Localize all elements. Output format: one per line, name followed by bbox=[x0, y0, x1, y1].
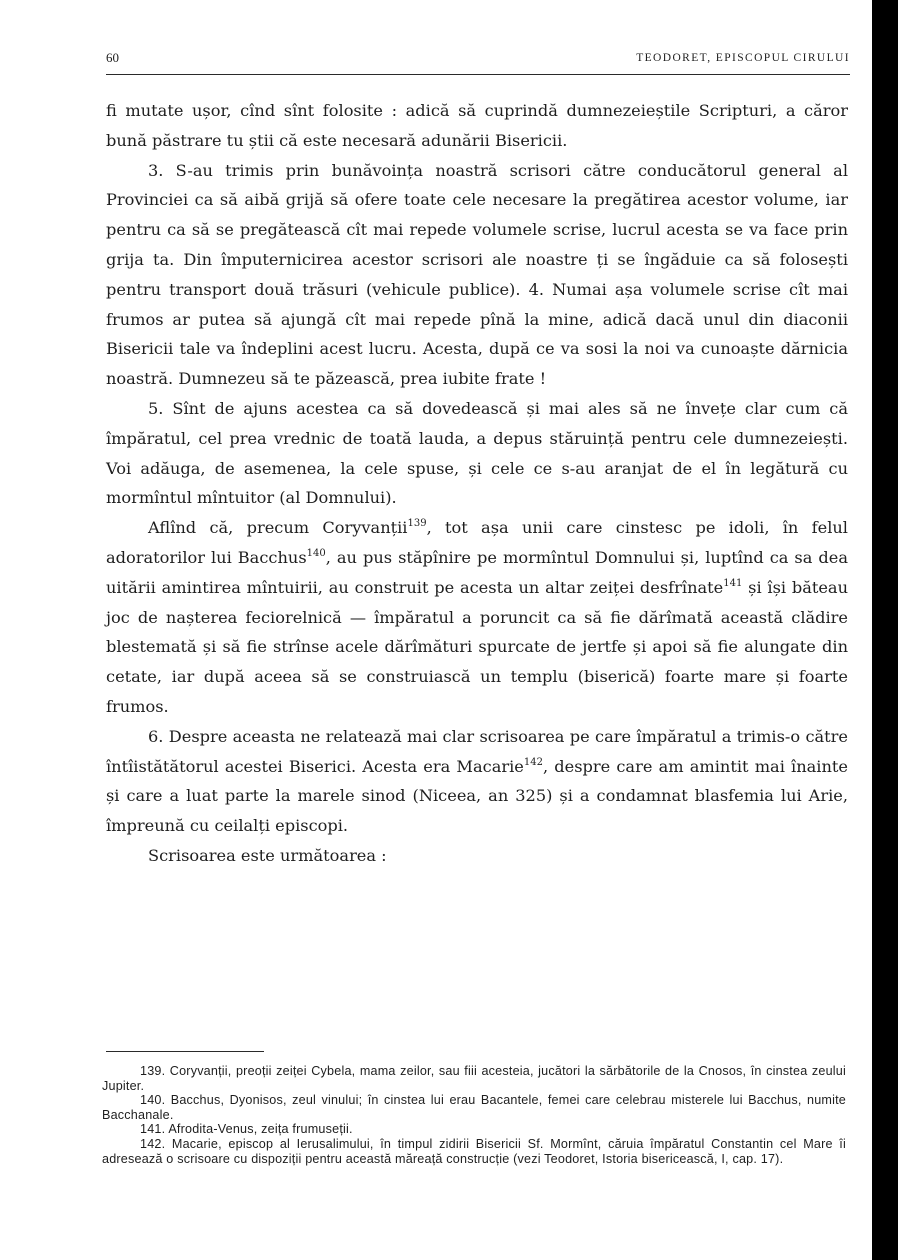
footnote-divider bbox=[106, 1051, 264, 1052]
text-run: , tot așa unii care cinstesc pe idoli, în felul adoratorilor lui Bacchus bbox=[106, 518, 848, 567]
paragraph-3: 3. S-au trimis prin bunăvoința noastră scrisori către conducătorul general al Provinciei ca să aibă grijă să ofere toate cele necesare la pregătirea acestor volume, iar pentru ca să se pregătească cît mai repede volumele scrise, lucrul acesta se va face prin grija ta. Din împuternicirea acestor scrisori ale noastre ți se îngăduie ca să folosești pentru transport două trăsuri (vehicule publice). 4. Numai așa volumele scrise cît mai frumos ar putea să ajungă cît mai repede pînă la mine, adică dacă unul din diaconii Bisericii tale va îndeplini acest lucru. Acesta, după ce va sosi la noi va cunoaște dărnicia noastră. Dumnezeu să te păzească, prea iubite frate ! bbox=[106, 160, 848, 389]
footnote-ref-139[interactable]: 139 bbox=[407, 518, 427, 530]
footnote-ref-141[interactable]: 141 bbox=[723, 577, 743, 589]
paragraph-letter-intro: Scrisoarea este următoarea : bbox=[148, 845, 387, 865]
footnotes bbox=[102, 1064, 846, 1166]
page-number: 60 bbox=[106, 50, 119, 65]
text-run: 6. Despre aceasta ne relatează mai clar scrisoarea pe care împăratul a trimis-o către întîistătătorul acestei Biserici. Acesta era Macarie bbox=[106, 726, 848, 776]
footnote-ref-142[interactable]: 142 bbox=[523, 756, 543, 768]
text-run: , au pus stăpînire pe mormîntul Domnului și, luptînd ca sa dea uitării amintirea mîntuirii, au construit pe acesta un altar zeiței desfrînate bbox=[106, 547, 848, 597]
footnote-139: 139. Coryvanții, preoții zeiței Cybela, mama zeilor, sau fiii acesteia, jucători la sărbătorile de la Cnosos, în cinstea zeului Jupiter. bbox=[102, 1064, 846, 1093]
running-head: TEODORET, EPISCOPUL CIRULUI bbox=[636, 52, 850, 64]
main-text bbox=[106, 96, 848, 871]
paragraph-5: 5. Sînt de ajuns acestea ca să dovedească și mai ales să ne învețe clar cum că împăratul, cel prea vrednic de toată lauda, a depus stăruință pentru cele dumnezeiești. Voi adăuga, de asemenea, la cele spuse, și cele ce s-au aranjat de el în legătură cu mormîntul mîntuitor (al Domnului). bbox=[106, 398, 848, 508]
scan-edge bbox=[872, 0, 898, 1260]
paragraph-6 bbox=[106, 722, 848, 841]
footnote-142: 142. Macarie, episcop al Ierusalimului, în timpul zidirii Bisericii Sf. Mormînt, căruia împăratul Constantin cel Mare îi adresează o scrisoare cu dispoziții pentru această măreață construcție (vezi Teodoret, Istoria bisericească, I, cap. 17). bbox=[102, 1136, 846, 1166]
text-run: , despre care am amintit mai înainte și care a luat parte la marele sinod (Niceea, an 325) și a condamnat blasfemia lui Arie, împreună cu ceilalți episcopi. bbox=[106, 756, 848, 836]
footnote-ref-140[interactable]: 140 bbox=[306, 547, 326, 559]
footnote-141: 141. Afrodita-Venus, zeița frumuseții. bbox=[140, 1122, 353, 1137]
text-run: Aflînd că, precum Coryvanții bbox=[148, 518, 408, 538]
paragraph-corybantes bbox=[106, 513, 848, 722]
page-header bbox=[106, 50, 850, 75]
paragraph-continuation: fi mutate ușor, cînd sînt folosite : adică să cuprindă dumnezeieștile Scripturi, a căror bună păstrare tu știi că este necesară adunării Bisericii. bbox=[106, 101, 848, 150]
footnote-140: 140. Bacchus, Dyonisos, zeul vinului; în cinstea lui erau Bacantele, femei care celebrau misterele lui Bacchus, numite Bacchanale. bbox=[102, 1093, 846, 1122]
text-run: și își băteau joc de nașterea feciorelnică — împăratul a poruncit ca să fie dărîmată această clădire blestemată și să fie strînse acele dărîmături spurcate de jertfe și apoi să fie alungate din cetate, iar după aceea să se construiască un templu (biserică) foarte mare și foarte frumos. bbox=[106, 577, 849, 716]
